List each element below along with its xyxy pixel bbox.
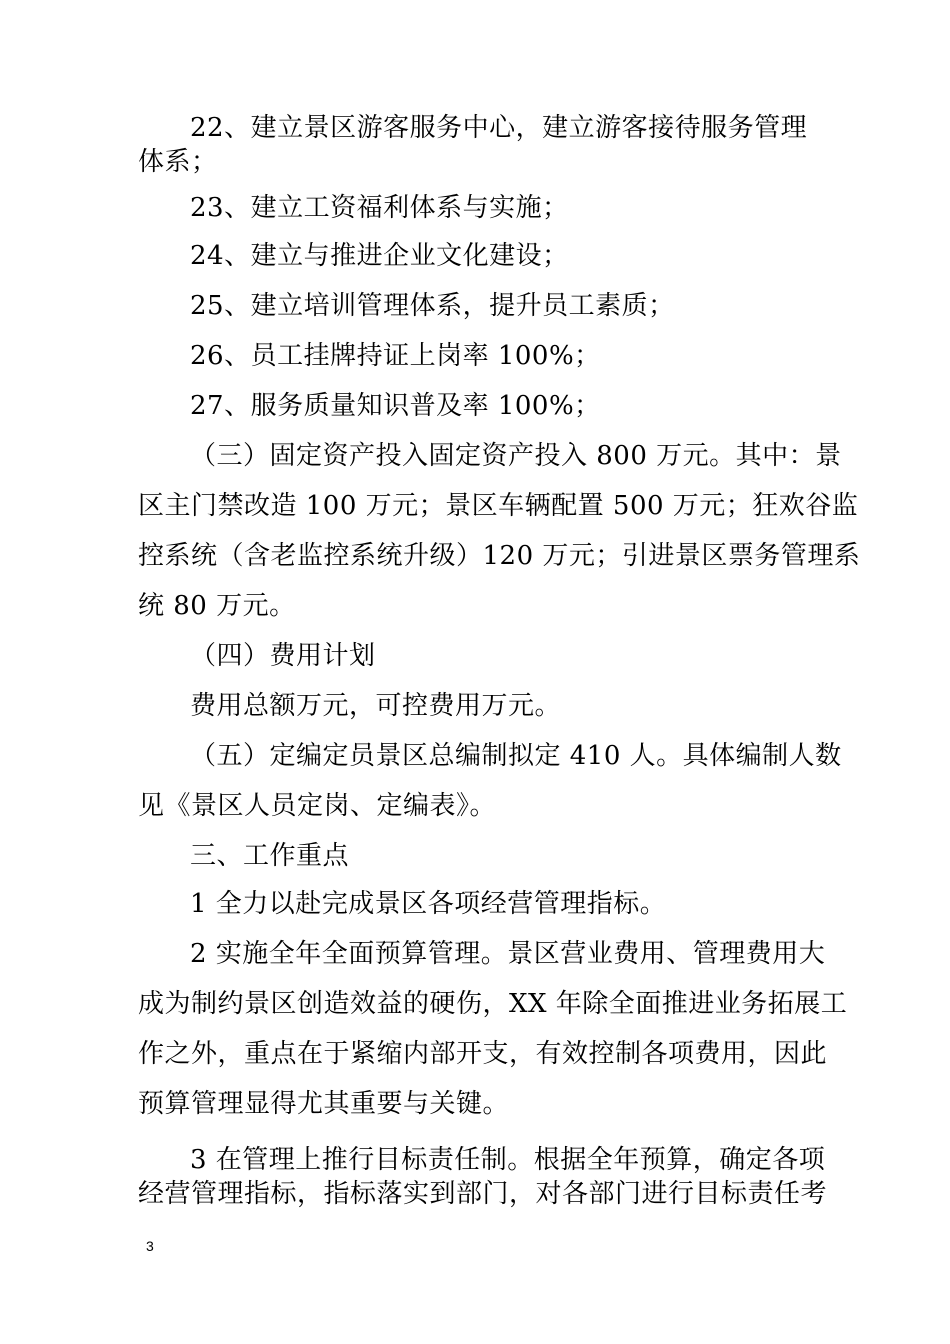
paragraph-line: 成为制约景区创造效益的硬伤，XX 年除全面推进业务拓展工: [138, 989, 848, 1019]
section-heading: （四）费用计划: [190, 641, 376, 671]
paragraph-line: 27、服务质量知识普及率 100%；: [190, 391, 601, 421]
paragraph-line: 控系统（含老监控系统升级）120 万元；引进景区票务管理系: [138, 541, 861, 571]
paragraph-line: （三）固定资产投入固定资产投入 800 万元。其中：景: [190, 441, 842, 471]
paragraph-line: 费用总额万元，可控费用万元。: [190, 691, 562, 721]
paragraph-line: 22、建立景区游客服务中心，建立游客接待服务管理: [190, 113, 808, 143]
paragraph-line: 26、员工挂牌持证上岗率 100%；: [190, 341, 601, 371]
paragraph-line: 经营管理指标，指标落实到部门，对各部门进行目标责任考: [138, 1179, 828, 1209]
paragraph-line: 25、建立培训管理体系，提升员工素质；: [190, 291, 675, 321]
paragraph-line: 体系；: [138, 147, 218, 177]
paragraph-line: 统 80 万元。: [138, 591, 296, 621]
paragraph-line: 23、建立工资福利体系与实施；: [190, 193, 569, 223]
paragraph-line: （五）定编定员景区总编制拟定 410 人。具体编制人数: [190, 741, 842, 771]
paragraph-line: 2 实施全年全面预算管理。景区营业费用、管理费用大: [190, 939, 826, 969]
paragraph-line: 3 在管理上推行目标责任制。根据全年预算，确定各项: [190, 1145, 826, 1175]
paragraph-line: 1 全力以赴完成景区各项经营管理指标。: [190, 889, 667, 919]
paragraph-line: 24、建立与推进企业文化建设；: [190, 241, 569, 271]
section-heading: 三、工作重点: [190, 841, 350, 871]
paragraph-line: 作之外，重点在于紧缩内部开支，有效控制各项费用，因此: [138, 1039, 828, 1069]
page-number: 3: [146, 1238, 154, 1254]
paragraph-line: 预算管理显得尤其重要与关键。: [138, 1089, 510, 1119]
paragraph-line: 见《景区人员定岗、定编表》。: [138, 791, 497, 821]
paragraph-line: 区主门禁改造 100 万元；景区车辆配置 500 万元；狂欢谷监: [138, 491, 859, 521]
